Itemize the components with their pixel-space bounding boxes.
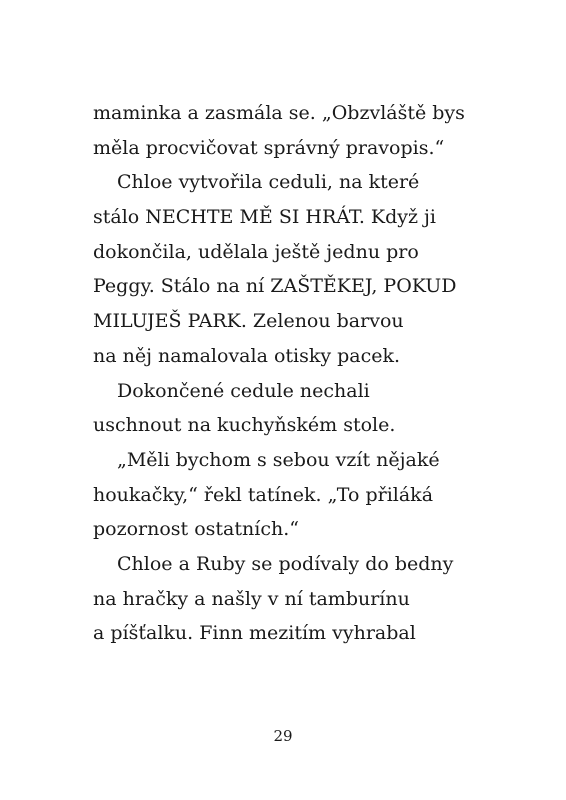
text-line: „Měli bychom s sebou vzít nějaké (117, 448, 440, 471)
text-line: a píšťalku. Finn mezitím vyhrabal (93, 622, 416, 645)
text-line: dokončila, udělala ještě jednu pro (93, 240, 419, 263)
text-line: Dokončené cedule nechali (117, 379, 370, 402)
text-line: Chloe vytvořila ceduli, na které (117, 171, 420, 194)
text-line: měla procvičovat správný pravopis.“ (93, 136, 445, 159)
text-line: stálo NECHTE MĚ SI HRÁT. Když ji (93, 206, 437, 229)
text-line: na hračky a našly v ní tamburínu (93, 587, 410, 610)
text-line: Peggy. Stálo na ní ZAŠTĚKEJ, POKUD (93, 275, 457, 298)
text-line: MILUJEŠ PARK. Zelenou barvou (93, 310, 404, 333)
text-line: pozornost ostatních.“ (93, 518, 299, 541)
text-line: maminka a zasmála se. „Obzvláště bys (93, 102, 465, 124)
text-line: uschnout na kuchyňském stole. (93, 414, 396, 437)
text-line: Chloe a Ruby se podívaly do bedny (117, 552, 454, 575)
text-line: houkačky,“ řekl tatínek. „To přiláká (93, 483, 434, 506)
text-line: na něj namalovala otisky pacek. (93, 344, 401, 367)
page-number: 29 (273, 727, 293, 745)
body-text (93, 96, 493, 651)
